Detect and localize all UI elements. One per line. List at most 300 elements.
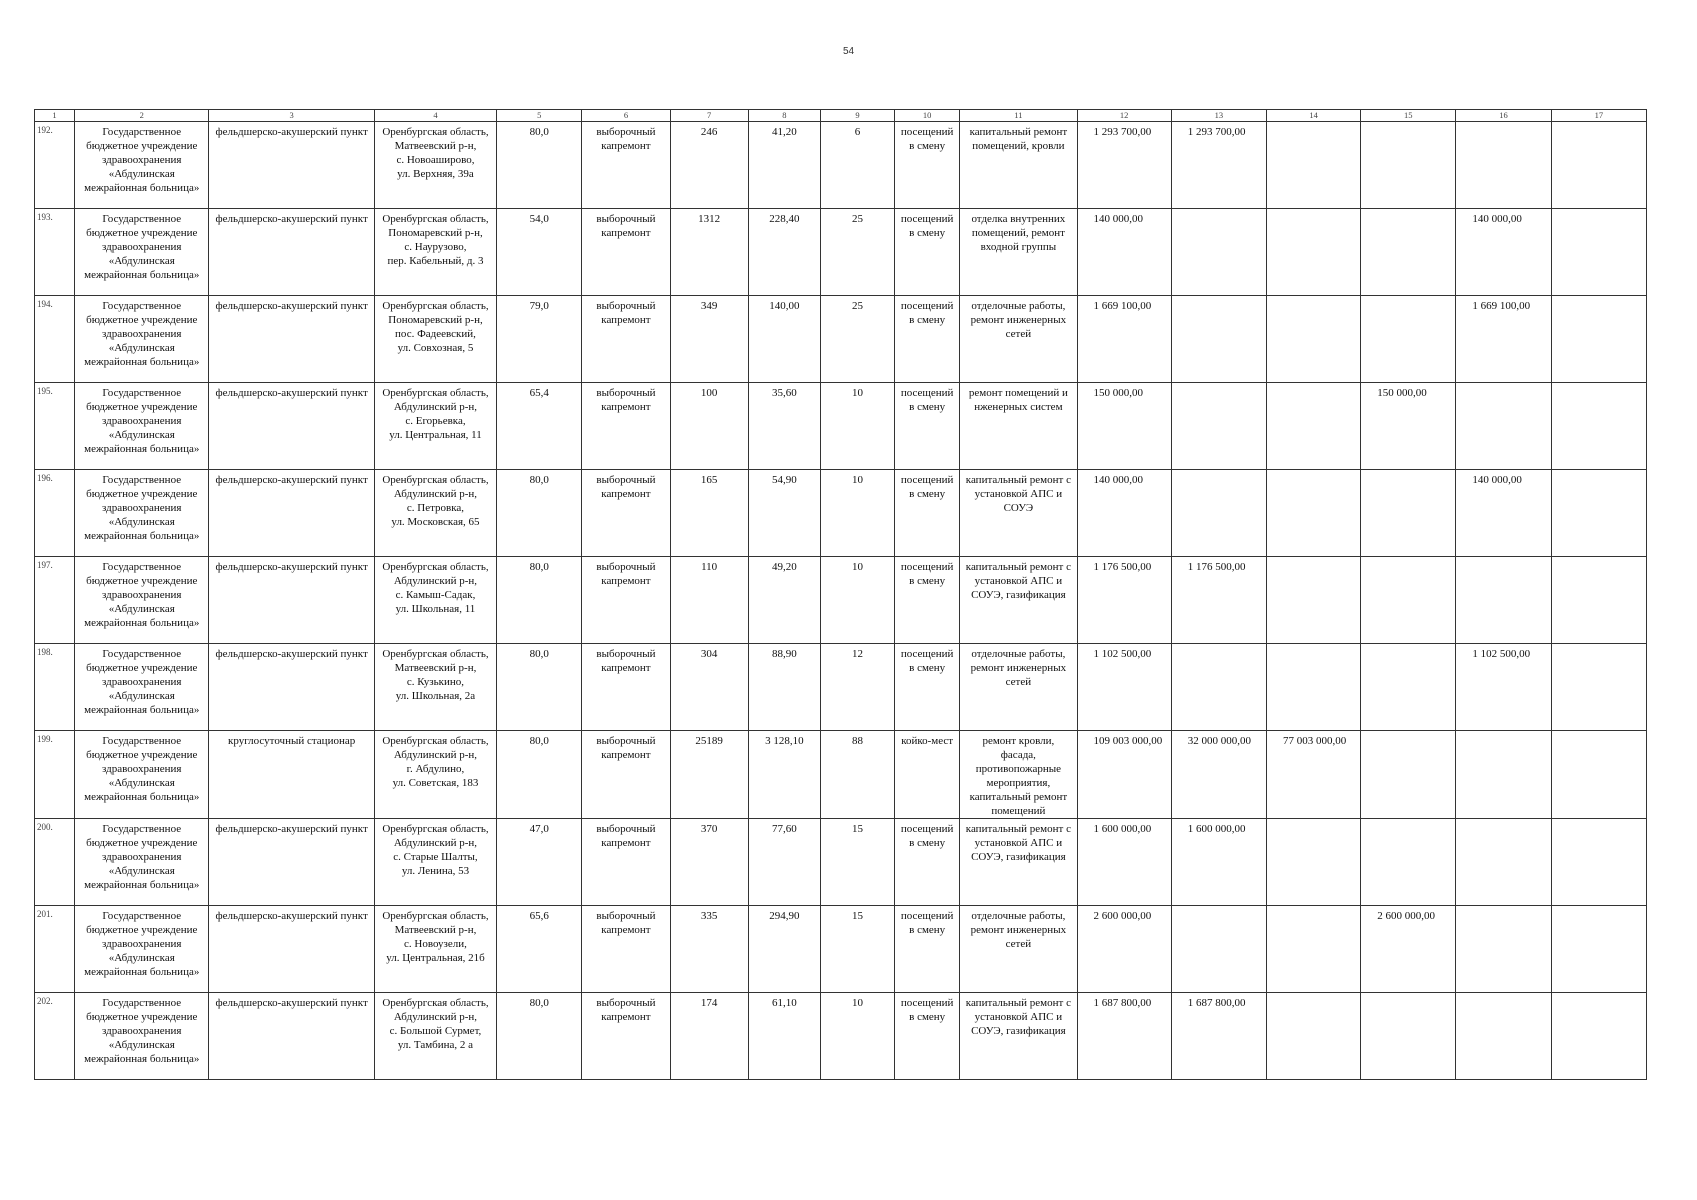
amount-total: 140 000,00 xyxy=(1077,470,1171,557)
works-description-line: СОУЭ xyxy=(1003,502,1034,514)
institution-name-line: здравоохранения xyxy=(102,241,182,253)
amount-col-13: 32 000 000,00 xyxy=(1171,731,1266,819)
address-line: Оренбургская область, xyxy=(382,474,489,486)
works-description xyxy=(960,644,1077,731)
works-description xyxy=(960,122,1077,209)
cell-col-5: 80,0 xyxy=(497,644,582,731)
table-row xyxy=(35,209,1647,296)
cell-col-5: 54,0 xyxy=(497,209,582,296)
works-description xyxy=(960,993,1077,1080)
works-description-line: СОУЭ, газификация xyxy=(971,589,1066,601)
institution-name-line: «Абдулинская xyxy=(108,429,175,441)
institution-name-line: бюджетное учреждение xyxy=(86,140,198,152)
institution-name-line: межрайонная больница» xyxy=(84,879,200,891)
table-row xyxy=(35,906,1647,993)
cell-col-5: 80,0 xyxy=(497,731,582,819)
address xyxy=(374,906,496,993)
address xyxy=(374,209,496,296)
facility-type: фельдшерско-акушерский пункт xyxy=(209,122,374,209)
table-row xyxy=(35,993,1647,1080)
institution-name-line: Государственное xyxy=(102,823,182,835)
amount-total: 1 600 000,00 xyxy=(1077,819,1171,906)
works-description-line: сетей xyxy=(1005,938,1032,950)
repair-type xyxy=(582,209,670,296)
facility-type: фельдшерско-акушерский пункт xyxy=(209,644,374,731)
cell-col-5: 65,6 xyxy=(497,906,582,993)
institution-name xyxy=(75,731,209,819)
amount-total: 1 102 500,00 xyxy=(1077,644,1171,731)
row-number: 193. xyxy=(35,209,75,296)
works-description-line: фасада, xyxy=(1000,749,1036,761)
column-number-row xyxy=(35,110,1647,122)
cell-col-8: 228,40 xyxy=(748,209,820,296)
address-line: Матвеевский р-н, xyxy=(394,140,477,152)
address xyxy=(374,993,496,1080)
row-number: 198. xyxy=(35,644,75,731)
repair-type xyxy=(582,906,670,993)
address-line: Абдулинский р-н, xyxy=(393,837,478,849)
amount-col-17 xyxy=(1551,383,1646,470)
table-row xyxy=(35,731,1647,819)
institution-name-line: межрайонная больница» xyxy=(84,269,200,281)
cell-col-8: 77,60 xyxy=(748,819,820,906)
capacity-unit-line: в смену xyxy=(909,662,946,674)
capacity-value: 15 xyxy=(820,906,894,993)
capacity-value: 15 xyxy=(820,819,894,906)
column-number: 12 xyxy=(1077,110,1171,122)
address-line: ул. Тамбина, 2 а xyxy=(397,1039,474,1051)
amount-col-14: 77 003 000,00 xyxy=(1266,731,1360,819)
repair-type-line: выборочный xyxy=(596,387,656,399)
cell-col-5: 80,0 xyxy=(497,122,582,209)
institution-name-line: Государственное xyxy=(102,561,182,573)
facility-type: фельдшерско-акушерский пункт xyxy=(209,209,374,296)
institution-name-line: «Абдулинская xyxy=(108,168,175,180)
address-line: с. Большой Сурмет, xyxy=(389,1025,482,1037)
facility-type: фельдшерско-акушерский пункт xyxy=(209,470,374,557)
institution-name-line: здравоохранения xyxy=(102,502,182,514)
works-description-line: отделочные работы, xyxy=(971,910,1066,922)
address-line: ул. Школьная, 2а xyxy=(395,690,476,702)
table-row xyxy=(35,296,1647,383)
institution-name-line: Государственное xyxy=(102,126,182,138)
column-number: 10 xyxy=(895,110,960,122)
cell-col-7: 304 xyxy=(670,644,748,731)
row-number: 200. xyxy=(35,819,75,906)
address-line: Оренбургская область, xyxy=(382,300,489,312)
capacity-value: 10 xyxy=(820,383,894,470)
address-line: ул. Ленина, 53 xyxy=(401,865,470,877)
repair-type-line: выборочный xyxy=(596,474,656,486)
amount-total: 1 669 100,00 xyxy=(1077,296,1171,383)
amount-col-14 xyxy=(1266,470,1360,557)
amount-col-16 xyxy=(1456,993,1551,1080)
works-description xyxy=(960,906,1077,993)
works-description-line: ремонт инженерных xyxy=(970,314,1067,326)
capacity-unit-line: в смену xyxy=(909,1011,946,1023)
amount-total: 150 000,00 xyxy=(1077,383,1171,470)
amount-col-16 xyxy=(1456,122,1551,209)
institution-name-line: здравоохранения xyxy=(102,676,182,688)
cell-col-8: 3 128,10 xyxy=(748,731,820,819)
amount-col-14 xyxy=(1266,383,1360,470)
institution-name-line: здравоохранения xyxy=(102,763,182,775)
cell-col-7: 25189 xyxy=(670,731,748,819)
amount-col-13 xyxy=(1171,383,1266,470)
institution-name-line: «Абдулинская xyxy=(108,777,175,789)
repair-type xyxy=(582,557,670,644)
works-description-line: отделка внутренних xyxy=(971,213,1066,225)
amount-col-17 xyxy=(1551,296,1646,383)
address-line: ул. Центральная, 21б xyxy=(386,952,485,964)
address xyxy=(374,296,496,383)
address-line: Оренбургская область, xyxy=(382,823,489,835)
institution-name-line: здравоохранения xyxy=(102,938,182,950)
repair-type-line: выборочный xyxy=(596,300,656,312)
address-line: Оренбургская область, xyxy=(382,561,489,573)
capacity-value: 6 xyxy=(820,122,894,209)
capacity-unit-line: посещений xyxy=(900,997,954,1009)
institution-name-line: бюджетное учреждение xyxy=(86,662,198,674)
institution-name-line: здравоохранения xyxy=(102,851,182,863)
amount-col-14 xyxy=(1266,209,1360,296)
address-line: ул. Совхозная, 5 xyxy=(397,342,474,354)
amount-col-15 xyxy=(1361,296,1456,383)
repair-type-line: капремонт xyxy=(601,924,651,936)
works-description-line: установкой АПС и xyxy=(974,575,1063,587)
repair-type-line: выборочный xyxy=(596,126,656,138)
address-line: Оренбургская область, xyxy=(382,735,489,747)
cell-col-8: 41,20 xyxy=(748,122,820,209)
institution-name xyxy=(75,993,209,1080)
amount-col-15 xyxy=(1361,993,1456,1080)
address-line: с. Новоаширово, xyxy=(396,154,475,166)
amount-col-15 xyxy=(1361,819,1456,906)
amount-col-16 xyxy=(1456,906,1551,993)
repair-type-line: капремонт xyxy=(601,662,651,674)
capacity-unit xyxy=(895,993,960,1080)
facility-type: фельдшерско-акушерский пункт xyxy=(209,557,374,644)
institution-name xyxy=(75,209,209,296)
repair-type xyxy=(582,296,670,383)
institution-name-line: бюджетное учреждение xyxy=(86,314,198,326)
capacity-unit-line: посещений xyxy=(900,823,954,835)
institution-name-line: бюджетное учреждение xyxy=(86,837,198,849)
amount-col-17 xyxy=(1551,470,1646,557)
capacity-unit-line: в смену xyxy=(909,314,946,326)
works-description-line: помещений, кровли xyxy=(972,140,1065,152)
column-number: 5 xyxy=(497,110,582,122)
address xyxy=(374,122,496,209)
address-line: Оренбургская область, xyxy=(382,910,489,922)
works-description-line: установкой АПС и xyxy=(974,1011,1063,1023)
address-line: Оренбургская область, xyxy=(382,997,489,1009)
capacity-unit-line: в смену xyxy=(909,227,946,239)
institution-name-line: межрайонная больница» xyxy=(84,530,200,542)
institution-name-line: бюджетное учреждение xyxy=(86,488,198,500)
address-line: ул. Советская, 183 xyxy=(392,777,479,789)
institution-name-line: здравоохранения xyxy=(102,415,182,427)
capacity-unit-line: в смену xyxy=(909,488,946,500)
repair-type xyxy=(582,383,670,470)
repair-type-line: выборочный xyxy=(596,213,656,225)
amount-col-14 xyxy=(1266,644,1360,731)
repair-type-line: капремонт xyxy=(601,749,651,761)
amount-col-17 xyxy=(1551,819,1646,906)
amount-col-16 xyxy=(1456,731,1551,819)
repair-type-line: капремонт xyxy=(601,1011,651,1023)
amount-col-14 xyxy=(1266,122,1360,209)
repair-type xyxy=(582,993,670,1080)
amount-col-15 xyxy=(1361,470,1456,557)
amount-total: 1 293 700,00 xyxy=(1077,122,1171,209)
data-table xyxy=(34,109,1647,1080)
capacity-unit xyxy=(895,731,960,819)
institution-name-line: «Абдулинская xyxy=(108,342,175,354)
row-number: 197. xyxy=(35,557,75,644)
institution-name-line: межрайонная больница» xyxy=(84,791,200,803)
column-number: 6 xyxy=(582,110,670,122)
facility-type: фельдшерско-акушерский пункт xyxy=(209,819,374,906)
repair-type-line: выборочный xyxy=(596,910,656,922)
column-number: 4 xyxy=(374,110,496,122)
column-number: 16 xyxy=(1456,110,1551,122)
works-description-line: капитальный ремонт с xyxy=(965,561,1071,573)
cell-col-7: 370 xyxy=(670,819,748,906)
table-row xyxy=(35,644,1647,731)
amount-col-17 xyxy=(1551,644,1646,731)
amount-col-15: 150 000,00 xyxy=(1361,383,1456,470)
institution-name-line: «Абдулинская xyxy=(108,603,175,615)
cell-col-8: 49,20 xyxy=(748,557,820,644)
capacity-unit-line: посещений xyxy=(900,648,954,660)
works-description xyxy=(960,383,1077,470)
works-description-line: нженерных систем xyxy=(974,401,1063,413)
amount-total: 140 000,00 xyxy=(1077,209,1171,296)
cell-col-7: 174 xyxy=(670,993,748,1080)
row-number: 196. xyxy=(35,470,75,557)
address-line: Оренбургская область, xyxy=(382,387,489,399)
address-line: пер. Кабельный, д. 3 xyxy=(387,255,484,267)
institution-name-line: здравоохранения xyxy=(102,154,182,166)
amount-col-14 xyxy=(1266,296,1360,383)
cell-col-7: 110 xyxy=(670,557,748,644)
capacity-unit-line: в смену xyxy=(909,924,946,936)
works-description-line: капитальный ремонт с xyxy=(965,823,1071,835)
amount-col-13 xyxy=(1171,296,1266,383)
institution-name-line: «Абдулинская xyxy=(108,255,175,267)
facility-type: фельдшерско-акушерский пункт xyxy=(209,993,374,1080)
column-number: 9 xyxy=(820,110,894,122)
works-description-line: помещений, ремонт xyxy=(971,227,1065,239)
capacity-value: 25 xyxy=(820,296,894,383)
repair-type-line: капремонт xyxy=(601,488,651,500)
works-description xyxy=(960,296,1077,383)
capacity-unit xyxy=(895,296,960,383)
capacity-value: 25 xyxy=(820,209,894,296)
amount-col-17 xyxy=(1551,906,1646,993)
address-line: с. Наурузово, xyxy=(404,241,467,253)
amount-total: 1 176 500,00 xyxy=(1077,557,1171,644)
amount-total: 2 600 000,00 xyxy=(1077,906,1171,993)
amount-col-13: 1 293 700,00 xyxy=(1171,122,1266,209)
institution-name-line: здравоохранения xyxy=(102,328,182,340)
institution-name-line: бюджетное учреждение xyxy=(86,575,198,587)
amount-col-13 xyxy=(1171,470,1266,557)
address xyxy=(374,383,496,470)
institution-name-line: межрайонная больница» xyxy=(84,1053,200,1065)
address-line: ул. Верхняя, 39а xyxy=(397,168,474,180)
address-line: с. Егорьевка, xyxy=(405,415,466,427)
address-line: Матвеевский р-н, xyxy=(394,924,477,936)
institution-name xyxy=(75,819,209,906)
institution-name-line: Государственное xyxy=(102,735,182,747)
capacity-unit-line: в смену xyxy=(909,837,946,849)
column-number: 11 xyxy=(960,110,1077,122)
column-number: 17 xyxy=(1551,110,1646,122)
repair-type xyxy=(582,644,670,731)
capacity-unit-line: в смену xyxy=(909,401,946,413)
capacity-unit-line: посещений xyxy=(900,387,954,399)
works-description-line: входной группы xyxy=(980,241,1057,253)
institution-name-line: межрайонная больница» xyxy=(84,356,200,368)
address-line: Абдулинский р-н, xyxy=(393,401,478,413)
institution-name xyxy=(75,383,209,470)
amount-col-17 xyxy=(1551,557,1646,644)
cell-col-7: 349 xyxy=(670,296,748,383)
capacity-unit-line: посещений xyxy=(900,126,954,138)
address xyxy=(374,557,496,644)
works-description xyxy=(960,557,1077,644)
works-description-line: отделочные работы, xyxy=(971,300,1066,312)
capacity-unit-line: посещений xyxy=(900,300,954,312)
institution-name-line: бюджетное учреждение xyxy=(86,401,198,413)
capacity-value: 10 xyxy=(820,557,894,644)
column-number: 13 xyxy=(1171,110,1266,122)
works-description-line: ремонт кровли, xyxy=(982,735,1055,747)
address-line: Пономаревский р-н, xyxy=(388,227,483,239)
amount-total: 109 003 000,00 xyxy=(1077,731,1171,819)
works-description-line: капитальный ремонт с xyxy=(965,997,1071,1009)
capacity-value: 10 xyxy=(820,470,894,557)
institution-name-line: «Абдулинская xyxy=(108,690,175,702)
works-description-line: капитальный ремонт xyxy=(969,126,1068,138)
address-line: Пономаревский р-н, xyxy=(388,314,483,326)
amount-col-17 xyxy=(1551,993,1646,1080)
works-description-line: СОУЭ, газификация xyxy=(971,1025,1066,1037)
capacity-unit xyxy=(895,557,960,644)
amount-col-16 xyxy=(1456,383,1551,470)
amount-col-16: 140 000,00 xyxy=(1456,209,1551,296)
institution-name-line: «Абдулинская xyxy=(108,865,175,877)
column-number: 14 xyxy=(1266,110,1360,122)
capacity-unit xyxy=(895,383,960,470)
column-number: 1 xyxy=(35,110,75,122)
works-description-line: противопожарные xyxy=(975,763,1062,775)
cell-col-7: 165 xyxy=(670,470,748,557)
amount-col-13: 1 687 800,00 xyxy=(1171,993,1266,1080)
address-line: с. Новоузели, xyxy=(404,938,467,950)
column-number: 15 xyxy=(1361,110,1456,122)
cell-col-8: 35,60 xyxy=(748,383,820,470)
works-description-line: ремонт помещений и xyxy=(968,387,1068,399)
works-description-line: мероприятия, xyxy=(986,777,1051,789)
repair-type-line: выборочный xyxy=(596,823,656,835)
address xyxy=(374,470,496,557)
works-description-line: ремонт инженерных xyxy=(970,924,1067,936)
amount-col-13 xyxy=(1171,209,1266,296)
repair-type-line: капремонт xyxy=(601,575,651,587)
cell-col-5: 79,0 xyxy=(497,296,582,383)
amount-col-13: 1 600 000,00 xyxy=(1171,819,1266,906)
amount-col-17 xyxy=(1551,122,1646,209)
page-number: 54 xyxy=(842,46,855,57)
repair-type-line: капремонт xyxy=(601,401,651,413)
repair-type xyxy=(582,731,670,819)
row-number: 195. xyxy=(35,383,75,470)
address-line: ул. Школьная, 11 xyxy=(395,603,476,615)
table-row xyxy=(35,819,1647,906)
repair-type-line: капремонт xyxy=(601,140,651,152)
works-description xyxy=(960,470,1077,557)
institution-name-line: «Абдулинская xyxy=(108,516,175,528)
address-line: Матвеевский р-н, xyxy=(394,662,477,674)
address-line: ул. Московская, 65 xyxy=(391,516,480,528)
works-description xyxy=(960,209,1077,296)
address-line: пос. Фадеевский, xyxy=(395,328,476,340)
facility-type: фельдшерско-акушерский пункт xyxy=(209,296,374,383)
facility-type: фельдшерско-акушерский пункт xyxy=(209,383,374,470)
amount-col-15 xyxy=(1361,209,1456,296)
institution-name-line: межрайонная больница» xyxy=(84,617,200,629)
amount-col-14 xyxy=(1266,993,1360,1080)
cell-col-8: 61,10 xyxy=(748,993,820,1080)
works-description xyxy=(960,731,1077,819)
address xyxy=(374,819,496,906)
works-description-line: отделочные работы, xyxy=(971,648,1066,660)
table-row xyxy=(35,122,1647,209)
capacity-unit-line: посещений xyxy=(900,910,954,922)
institution-name-line: межрайонная больница» xyxy=(84,182,200,194)
address-line: Абдулинский р-н, xyxy=(393,488,478,500)
capacity-unit xyxy=(895,209,960,296)
column-number: 8 xyxy=(748,110,820,122)
amount-col-13: 1 176 500,00 xyxy=(1171,557,1266,644)
repair-type-line: капремонт xyxy=(601,227,651,239)
address-line: Оренбургская область, xyxy=(382,648,489,660)
capacity-value: 10 xyxy=(820,993,894,1080)
address-line: г. Абдулино, xyxy=(406,763,465,775)
capacity-unit xyxy=(895,644,960,731)
capacity-unit xyxy=(895,906,960,993)
capacity-unit xyxy=(895,122,960,209)
amount-col-14 xyxy=(1266,819,1360,906)
institution-name-line: «Абдулинская xyxy=(108,952,175,964)
repair-type xyxy=(582,470,670,557)
amount-col-14 xyxy=(1266,906,1360,993)
amount-col-13 xyxy=(1171,906,1266,993)
repair-type xyxy=(582,122,670,209)
address-line: ул. Центральная, 11 xyxy=(389,429,482,441)
institution-name-line: «Абдулинская xyxy=(108,1039,175,1051)
cell-col-8: 88,90 xyxy=(748,644,820,731)
facility-type: круглосуточный стационар xyxy=(209,731,374,819)
institution-name-line: Государственное xyxy=(102,300,182,312)
works-description-line: установкой АПС и xyxy=(974,488,1063,500)
capacity-unit xyxy=(895,819,960,906)
repair-type-line: выборочный xyxy=(596,648,656,660)
amount-col-16: 1 102 500,00 xyxy=(1456,644,1551,731)
